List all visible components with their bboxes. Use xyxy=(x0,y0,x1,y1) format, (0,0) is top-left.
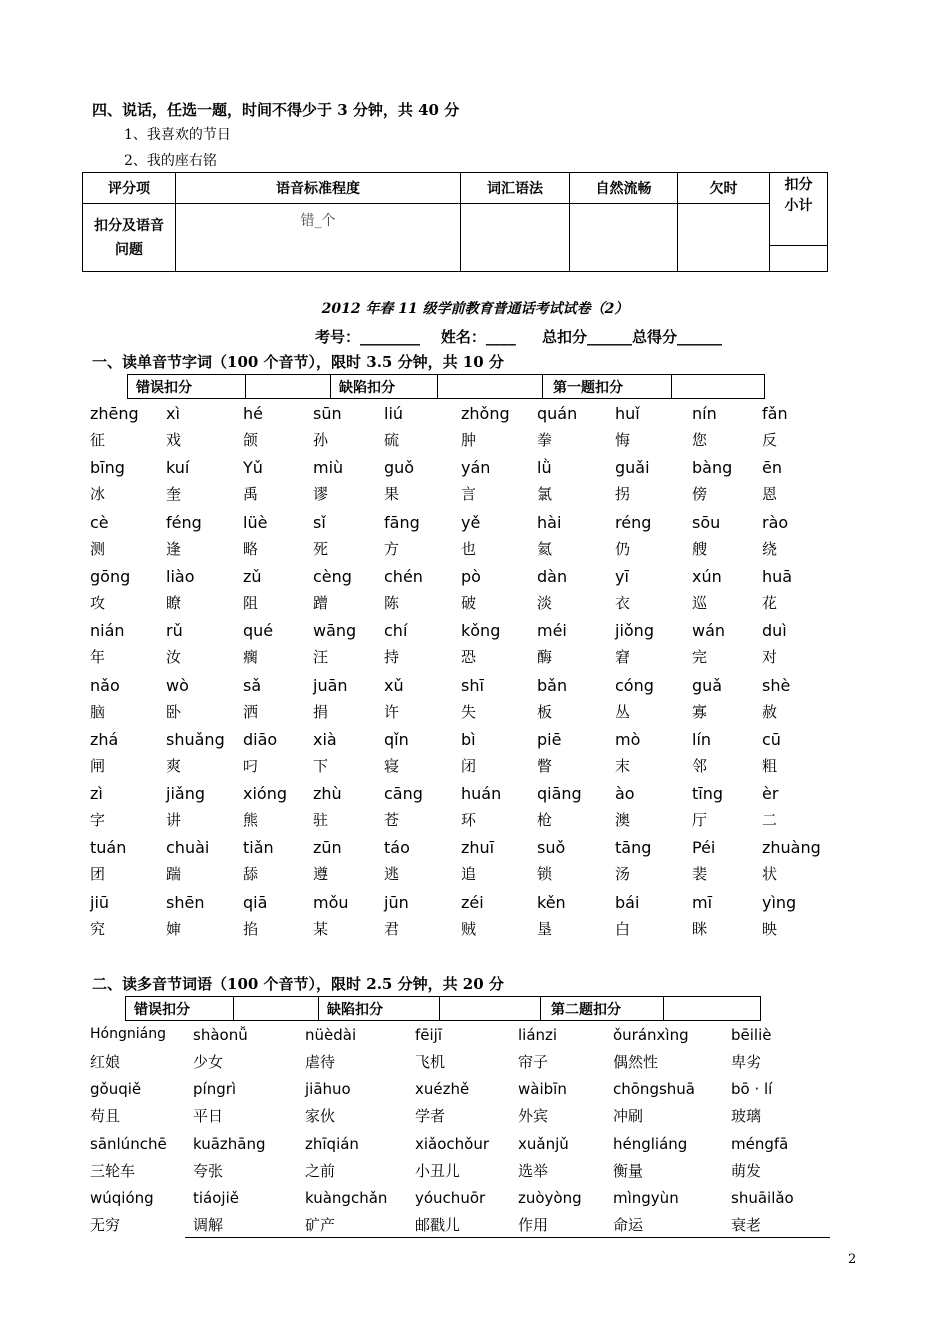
hanzi-character: 邻 xyxy=(692,757,708,775)
hanzi-character: 巡 xyxy=(692,594,708,612)
pinyin-syllable: huán xyxy=(461,784,502,803)
section4-heading: 四、说话，任选一题，时间不得少于 3 分钟，共 40 分 xyxy=(92,101,460,119)
hanzi-character: 略 xyxy=(243,540,259,558)
s2-defect-value xyxy=(440,997,541,1021)
pinyin-syllable: zhuàng xyxy=(762,838,821,857)
hanzi-character: 汤 xyxy=(615,865,631,883)
hanzi-word: 外宾 xyxy=(518,1107,549,1125)
pinyin-word: xuézhě xyxy=(415,1080,470,1098)
pinyin-syllable: sūn xyxy=(313,404,342,423)
hanzi-word: 夸张 xyxy=(193,1162,224,1180)
hanzi-character: 君 xyxy=(384,920,400,938)
hanzi-character: 傍 xyxy=(692,485,708,503)
hanzi-character: 恐 xyxy=(461,648,477,666)
hanzi-character: 某 xyxy=(313,920,329,938)
pinyin-syllable: qiā xyxy=(243,893,268,912)
hanzi-character: 二 xyxy=(762,811,778,829)
pinyin-syllable: mǒu xyxy=(313,893,349,912)
hanzi-character: 攻 xyxy=(90,594,106,612)
pinyin-syllable: dàn xyxy=(537,567,568,586)
pinyin-syllable: bái xyxy=(615,893,640,912)
pinyin-syllable: quán xyxy=(537,404,578,423)
pinyin-word: Hóngniáng xyxy=(90,1026,166,1042)
pinyin-syllable: zǔ xyxy=(243,567,262,586)
section1-heading: 一、读单音节字词（100 个音节），限时 3.5 分钟，共 10 分 xyxy=(92,353,504,371)
pinyin-word: fēijī xyxy=(415,1026,443,1044)
hanzi-character: 氯 xyxy=(537,485,553,503)
pinyin-syllable: féng xyxy=(166,513,202,532)
hanzi-character: 追 xyxy=(461,865,477,883)
vocabulary-cell xyxy=(461,204,570,272)
row-label-deductions: 扣分及语音问题 xyxy=(83,204,176,272)
header-pronunciation: 语音标准程度 xyxy=(176,173,461,204)
pinyin-syllable: tiǎn xyxy=(243,838,274,857)
hanzi-word: 冲刷 xyxy=(613,1107,644,1125)
hanzi-character: 衣 xyxy=(615,594,631,612)
hanzi-character: 逢 xyxy=(166,540,182,558)
pinyin-syllable: qué xyxy=(243,621,274,640)
pinyin-syllable: bàng xyxy=(692,458,733,477)
pinyin-word: nüèdài xyxy=(305,1026,357,1044)
hanzi-word: 无穷 xyxy=(90,1216,121,1234)
hanzi-character: 讲 xyxy=(166,811,182,829)
hanzi-character: 花 xyxy=(762,594,778,612)
pinyin-word: shuāilǎo xyxy=(731,1189,794,1207)
pinyin-syllable: Yǔ xyxy=(243,458,263,477)
pinyin-syllable: bīng xyxy=(90,458,125,477)
header-subtotal: 扣分小计 xyxy=(770,173,828,246)
hanzi-character: 遵 xyxy=(313,865,329,883)
pinyin-syllable: sōu xyxy=(692,513,721,532)
hanzi-character: 阻 xyxy=(243,594,259,612)
hanzi-character: 持 xyxy=(384,648,400,666)
hanzi-character: 拐 xyxy=(615,485,631,503)
pinyin-syllable: táo xyxy=(384,838,410,857)
pinyin-syllable: tāng xyxy=(615,838,652,857)
pinyin-syllable: liú xyxy=(384,404,404,423)
pinyin-syllable: yī xyxy=(615,567,629,586)
pinyin-syllable: duì xyxy=(762,621,787,640)
hanzi-character: 冰 xyxy=(90,485,106,503)
pinyin-word: kuàngchǎn xyxy=(305,1189,388,1207)
hanzi-character: 捐 xyxy=(313,703,329,721)
pinyin-syllable: lín xyxy=(692,730,712,749)
hanzi-character: 酶 xyxy=(537,648,553,666)
s1-total-label: 第一题扣分 xyxy=(543,375,672,399)
pinyin-syllable: bì xyxy=(461,730,476,749)
subtotal-cell xyxy=(770,246,828,272)
pinyin-word: zuòyòng xyxy=(518,1189,582,1207)
hanzi-character: 厅 xyxy=(692,811,708,829)
pinyin-syllable: huǐ xyxy=(615,404,640,423)
hanzi-word: 之前 xyxy=(305,1162,336,1180)
pinyin-syllable: mò xyxy=(615,730,641,749)
hanzi-word: 萌发 xyxy=(731,1162,762,1180)
pinyin-syllable: shēn xyxy=(166,893,205,912)
hanzi-character: 丛 xyxy=(615,703,631,721)
pinyin-syllable: shè xyxy=(762,676,791,695)
pinyin-word: wàibīn xyxy=(518,1080,567,1098)
pinyin-syllable: pò xyxy=(461,567,481,586)
hanzi-character: 仍 xyxy=(615,540,631,558)
pinyin-syllable: sǎ xyxy=(243,676,262,695)
pinyin-syllable: xià xyxy=(313,730,337,749)
pinyin-syllable: jūn xyxy=(384,893,409,912)
hanzi-character: 眯 xyxy=(692,920,708,938)
pinyin-word: shàonǚ xyxy=(193,1026,248,1044)
pinyin-word: yóuchuōr xyxy=(415,1189,486,1207)
hanzi-character: 测 xyxy=(90,540,106,558)
pinyin-word: tiáojiě xyxy=(193,1189,239,1207)
hanzi-character: 肿 xyxy=(461,431,477,449)
hanzi-character: 裴 xyxy=(692,865,708,883)
hanzi-character: 掐 xyxy=(243,920,259,938)
pinyin-syllable: méi xyxy=(537,621,567,640)
hanzi-character: 瞥 xyxy=(537,757,553,775)
hanzi-word: 卑劣 xyxy=(731,1053,762,1071)
pinyin-syllable: yán xyxy=(461,458,491,477)
header-vocabulary: 词汇语法 xyxy=(461,173,570,204)
page-number: 2 xyxy=(848,1252,857,1267)
pinyin-syllable: ēn xyxy=(762,458,782,477)
hanzi-character: 脑 xyxy=(90,703,106,721)
hanzi-character: 悔 xyxy=(615,431,631,449)
hanzi-character: 年 xyxy=(90,648,106,666)
pinyin-syllable: chuài xyxy=(166,838,210,857)
hanzi-character: 苍 xyxy=(384,811,400,829)
hanzi-word: 家伙 xyxy=(305,1107,336,1125)
s2-error-value xyxy=(234,997,319,1021)
hanzi-character: 反 xyxy=(762,431,778,449)
hanzi-character: 卧 xyxy=(166,703,182,721)
s1-defect-label: 缺陷扣分 xyxy=(331,375,438,399)
pinyin-syllable: zhá xyxy=(90,730,119,749)
pinyin-syllable: xún xyxy=(692,567,722,586)
s2-total-value xyxy=(664,997,761,1021)
hanzi-character: 破 xyxy=(461,594,477,612)
s2-error-label: 错误扣分 xyxy=(126,997,234,1021)
hanzi-word: 玻璃 xyxy=(731,1107,762,1125)
hanzi-word: 邮戳儿 xyxy=(415,1216,461,1234)
pinyin-syllable: qiāng xyxy=(537,784,582,803)
hanzi-character: 究 xyxy=(90,920,106,938)
pinyin-syllable: jiǒng xyxy=(615,621,654,640)
hanzi-character: 许 xyxy=(384,703,400,721)
hanzi-character: 锁 xyxy=(537,865,553,883)
pinyin-syllable: chén xyxy=(384,567,423,586)
pinyin-syllable: shī xyxy=(461,676,484,695)
hanzi-character: 征 xyxy=(90,431,106,449)
hanzi-character: 窘 xyxy=(615,648,631,666)
hanzi-character: 爽 xyxy=(166,757,182,775)
pinyin-syllable: guǎi xyxy=(615,458,650,477)
hanzi-character: 奎 xyxy=(166,485,182,503)
hanzi-character: 寝 xyxy=(384,757,400,775)
hanzi-character: 末 xyxy=(615,757,631,775)
hanzi-character: 洒 xyxy=(243,703,259,721)
hanzi-character: 映 xyxy=(762,920,778,938)
pinyin-syllable: mī xyxy=(692,893,713,912)
pinyin-syllable: wāng xyxy=(313,621,357,640)
pinyin-syllable: cāng xyxy=(384,784,423,803)
hanzi-word: 小丑儿 xyxy=(415,1162,461,1180)
hanzi-character: 孙 xyxy=(313,431,329,449)
hanzi-character: 叼 xyxy=(243,757,259,775)
hanzi-word: 少女 xyxy=(193,1053,224,1071)
hanzi-character: 踹 xyxy=(166,865,182,883)
pinyin-syllable: guǎ xyxy=(692,676,723,695)
pinyin-word: bēiliè xyxy=(731,1026,772,1044)
hanzi-character: 戏 xyxy=(166,431,182,449)
pinyin-syllable: zì xyxy=(90,784,103,803)
hanzi-character: 团 xyxy=(90,865,106,883)
pinyin-syllable: nián xyxy=(90,621,125,640)
hanzi-character: 淡 xyxy=(537,594,553,612)
hanzi-character: 绕 xyxy=(762,540,778,558)
pinyin-syllable: jiū xyxy=(90,893,110,912)
hanzi-word: 偶然性 xyxy=(613,1053,659,1071)
hanzi-character: 死 xyxy=(313,540,329,558)
hanzi-character: 婶 xyxy=(166,920,182,938)
pinyin-syllable: ào xyxy=(615,784,635,803)
section2-heading: 二、读多音节词语（100 个音节），限时 2.5 分钟，共 20 分 xyxy=(92,975,504,993)
pinyin-syllable: qǐn xyxy=(384,730,409,749)
pinyin-word: gǒuqiě xyxy=(90,1080,142,1098)
pinyin-syllable: èr xyxy=(762,784,779,803)
hanzi-character: 汪 xyxy=(313,648,329,666)
hanzi-character: 蹭 xyxy=(313,594,329,612)
hanzi-word: 选举 xyxy=(518,1162,549,1180)
pinyin-word: sānlúnchē xyxy=(90,1135,167,1153)
hanzi-character: 您 xyxy=(692,431,708,449)
pinyin-syllable: zhuī xyxy=(461,838,495,857)
hanzi-character: 艘 xyxy=(692,540,708,558)
pinyin-word: méngfā xyxy=(731,1135,789,1153)
hanzi-character: 颌 xyxy=(243,431,259,449)
pinyin-syllable: chí xyxy=(384,621,408,640)
hanzi-character: 谬 xyxy=(313,485,329,503)
hanzi-character: 舔 xyxy=(243,865,259,883)
hanzi-character: 汝 xyxy=(166,648,182,666)
pinyin-syllable: yě xyxy=(461,513,481,532)
hanzi-character: 氦 xyxy=(537,540,553,558)
pinyin-syllable: nín xyxy=(692,404,717,423)
hanzi-character: 言 xyxy=(461,485,477,503)
hanzi-character: 拳 xyxy=(537,431,553,449)
pinyin-syllable: suǒ xyxy=(537,838,566,857)
hanzi-character: 瞭 xyxy=(166,594,182,612)
hanzi-character: 赦 xyxy=(762,703,778,721)
pinyin-syllable: kǒng xyxy=(461,621,501,640)
pinyin-syllable: cū xyxy=(762,730,781,749)
hanzi-character: 环 xyxy=(461,811,477,829)
pinyin-syllable: hài xyxy=(537,513,562,532)
pinyin-syllable: diāo xyxy=(243,730,278,749)
speaking-score-table xyxy=(82,172,828,272)
topic-1: 1、我喜欢的节日 xyxy=(124,127,231,143)
hanzi-word: 红娘 xyxy=(90,1053,121,1071)
pinyin-syllable: juān xyxy=(313,676,348,695)
hanzi-character: 板 xyxy=(537,703,553,721)
hanzi-word: 矿产 xyxy=(305,1216,336,1234)
pinyin-word: jiāhuo xyxy=(305,1080,351,1098)
hanzi-character: 果 xyxy=(384,485,400,503)
hanzi-character: 字 xyxy=(90,811,106,829)
header-fluency: 自然流畅 xyxy=(570,173,678,204)
pinyin-syllable: fāng xyxy=(384,513,420,532)
pinyin-syllable: fǎn xyxy=(762,404,788,423)
pinyin-syllable: liào xyxy=(166,567,195,586)
hanzi-character: 下 xyxy=(313,757,329,775)
hanzi-character: 完 xyxy=(692,648,708,666)
hanzi-character: 闸 xyxy=(90,757,106,775)
hanzi-character: 垦 xyxy=(537,920,553,938)
hanzi-character: 方 xyxy=(384,540,400,558)
hanzi-character: 枪 xyxy=(537,811,553,829)
pinyin-syllable: piē xyxy=(537,730,562,749)
s1-total-value xyxy=(672,375,765,399)
hanzi-character: 陈 xyxy=(384,594,400,612)
pinyin-syllable: cè xyxy=(90,513,109,532)
pinyin-syllable: huā xyxy=(762,567,793,586)
pinyin-syllable: jiǎng xyxy=(166,784,205,803)
hanzi-character: 闭 xyxy=(461,757,477,775)
pinyin-syllable: rào xyxy=(762,513,789,532)
pinyin-word: ǒuránxìng xyxy=(613,1026,689,1044)
pinyin-word: zhīqián xyxy=(305,1135,359,1153)
pinyin-word: wúqióng xyxy=(90,1189,154,1207)
pinyin-syllable: cóng xyxy=(615,676,654,695)
pinyin-syllable: zhēng xyxy=(90,404,139,423)
pinyin-syllable: xióng xyxy=(243,784,287,803)
pinyin-syllable: hé xyxy=(243,404,263,423)
pinyin-word: chōngshuā xyxy=(613,1080,695,1098)
s2-total-label: 第二题扣分 xyxy=(541,997,664,1021)
pinyin-syllable: zéi xyxy=(461,893,484,912)
pinyin-syllable: xì xyxy=(166,404,180,423)
s2-defect-label: 缺陷扣分 xyxy=(319,997,440,1021)
pinyin-syllable: xǔ xyxy=(384,676,404,695)
pinyin-syllable: miù xyxy=(313,458,344,477)
hanzi-word: 帘子 xyxy=(518,1053,549,1071)
pinyin-syllable: shuǎng xyxy=(166,730,225,749)
hanzi-character: 驻 xyxy=(313,811,329,829)
pinyin-syllable: Péi xyxy=(692,838,716,857)
pinyin-word: mìngyùn xyxy=(613,1189,679,1207)
hanzi-word: 苟且 xyxy=(90,1107,121,1125)
pinyin-syllable: nǎo xyxy=(90,676,120,695)
hanzi-character: 白 xyxy=(615,920,631,938)
hanzi-character: 澳 xyxy=(615,811,631,829)
pinyin-word: píngrì xyxy=(193,1080,237,1098)
pinyin-syllable: cèng xyxy=(313,567,352,586)
pinyin-syllable: tuán xyxy=(90,838,127,857)
pinyin-syllable: réng xyxy=(615,513,652,532)
hanzi-word: 命运 xyxy=(613,1216,644,1234)
section2-score-table xyxy=(125,996,761,1021)
hanzi-word: 三轮车 xyxy=(90,1162,136,1180)
s1-defect-value xyxy=(438,375,543,399)
pinyin-syllable: kuí xyxy=(166,458,190,477)
hanzi-character: 熊 xyxy=(243,811,259,829)
exam-title: 2012 年春 11 级学前教育普通话考试试卷（2） xyxy=(321,301,629,317)
hanzi-character: 对 xyxy=(762,648,778,666)
hanzi-character: 贼 xyxy=(461,920,477,938)
hanzi-word: 飞机 xyxy=(415,1053,446,1071)
pinyin-syllable: guǒ xyxy=(384,458,415,477)
pinyin-word: héngliáng xyxy=(613,1135,688,1153)
hanzi-word: 衰老 xyxy=(731,1216,762,1234)
pinyin-syllable: rǔ xyxy=(166,621,183,640)
pinyin-word: kuāzhāng xyxy=(193,1135,266,1153)
pinyin-syllable: lüè xyxy=(243,513,268,532)
pinyin-syllable: zhù xyxy=(313,784,342,803)
bottom-rule xyxy=(185,1237,830,1238)
fluency-cell xyxy=(570,204,678,272)
hanzi-word: 调解 xyxy=(193,1216,224,1234)
pinyin-syllable: tīng xyxy=(692,784,724,803)
pinyin-word: liánzi xyxy=(518,1026,558,1044)
section1-score-table xyxy=(127,374,765,399)
hanzi-word: 作用 xyxy=(518,1216,549,1234)
pinyin-syllable: lǜ xyxy=(537,458,552,477)
pinyin-word: bō · lí xyxy=(731,1080,773,1098)
pinyin-syllable: bǎn xyxy=(537,676,568,695)
hanzi-word: 学者 xyxy=(415,1107,446,1125)
pinyin-syllable: yìng xyxy=(762,893,797,912)
pinyin-word: xiǎochǒur xyxy=(415,1135,490,1153)
pinyin-syllable: zhǒng xyxy=(461,404,510,423)
pinyin-word: xuǎnjǔ xyxy=(518,1135,569,1153)
header-score-item: 评分项 xyxy=(83,173,176,204)
error-count-cell: 错_个 xyxy=(176,204,461,272)
hanzi-character: 也 xyxy=(461,540,477,558)
hanzi-character: 失 xyxy=(461,703,477,721)
exam-info-line: 考号：________ 姓名：____ 总扣分______总得分______ xyxy=(315,328,723,346)
pinyin-syllable: zūn xyxy=(313,838,342,857)
hanzi-character: 恩 xyxy=(762,485,778,503)
hanzi-character: 瘸 xyxy=(243,648,259,666)
pinyin-syllable: wò xyxy=(166,676,189,695)
hanzi-character: 硫 xyxy=(384,431,400,449)
hanzi-character: 逃 xyxy=(384,865,400,883)
hanzi-word: 衡量 xyxy=(613,1162,644,1180)
hanzi-character: 禹 xyxy=(243,485,259,503)
topic-2: 2、我的座右铭 xyxy=(124,153,217,169)
hanzi-character: 寡 xyxy=(692,703,708,721)
hanzi-word: 虐待 xyxy=(305,1053,336,1071)
pinyin-syllable: sǐ xyxy=(313,513,326,532)
s1-error-label: 错误扣分 xyxy=(128,375,246,399)
pinyin-syllable: kěn xyxy=(537,893,566,912)
hanzi-word: 平日 xyxy=(193,1107,224,1125)
pinyin-syllable: wán xyxy=(692,621,726,640)
s1-error-value xyxy=(246,375,331,399)
hanzi-character: 状 xyxy=(762,865,778,883)
time-short-cell xyxy=(678,204,770,272)
pinyin-syllable: gōng xyxy=(90,567,131,586)
hanzi-character: 粗 xyxy=(762,757,778,775)
header-time-short: 欠时 xyxy=(678,173,770,204)
